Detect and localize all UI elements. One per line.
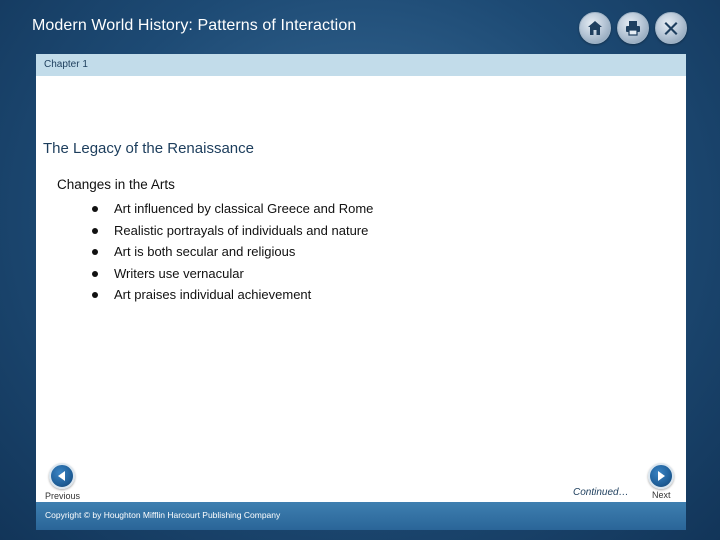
list-item — [92, 263, 373, 285]
bullet-icon — [92, 271, 98, 277]
bullet-icon — [92, 206, 98, 212]
list-item-text: Realistic portrayals of individuals and nature — [114, 222, 369, 238]
next-label[interactable]: Next — [652, 490, 671, 500]
app-title: Modern World History: Patterns of Interaction — [32, 17, 357, 34]
print-icon — [624, 19, 642, 37]
list-item-text: Writers use vernacular — [114, 265, 244, 281]
list-item — [92, 241, 373, 263]
copyright-text: Copyright © by Houghton Mifflin Harcourt Publishing Company — [45, 510, 281, 520]
home-button[interactable] — [579, 12, 611, 44]
chapter-label: Chapter 1 — [44, 59, 88, 70]
toolbar — [579, 12, 687, 44]
bullet-icon — [92, 249, 98, 255]
footer-bar — [36, 502, 686, 530]
next-button[interactable] — [648, 463, 674, 489]
bullet-icon — [92, 228, 98, 234]
arrow-left-icon — [56, 470, 68, 482]
home-icon — [586, 19, 604, 37]
bullet-icon — [92, 292, 98, 298]
continued-label: Continued… — [573, 487, 629, 498]
section-title: Changes in the Arts — [57, 177, 175, 192]
previous-label[interactable]: Previous — [45, 491, 81, 501]
print-button[interactable] — [617, 12, 649, 44]
close-icon — [662, 19, 680, 37]
list-item — [92, 284, 373, 306]
slide-panel — [36, 54, 686, 530]
list-item-text: Art is both secular and religious — [114, 244, 296, 260]
close-button[interactable] — [655, 12, 687, 44]
list-item-text: Art praises individual achievement — [114, 287, 312, 303]
previous-button[interactable] — [49, 463, 75, 489]
list-item — [92, 220, 373, 242]
list-item — [92, 198, 373, 220]
arrow-right-icon — [655, 470, 667, 482]
chapter-bar — [36, 54, 686, 76]
bullet-list — [92, 198, 373, 306]
slide-heading: The Legacy of the Renaissance — [43, 140, 254, 157]
list-item-text: Art influenced by classical Greece and Rome — [114, 201, 374, 216]
